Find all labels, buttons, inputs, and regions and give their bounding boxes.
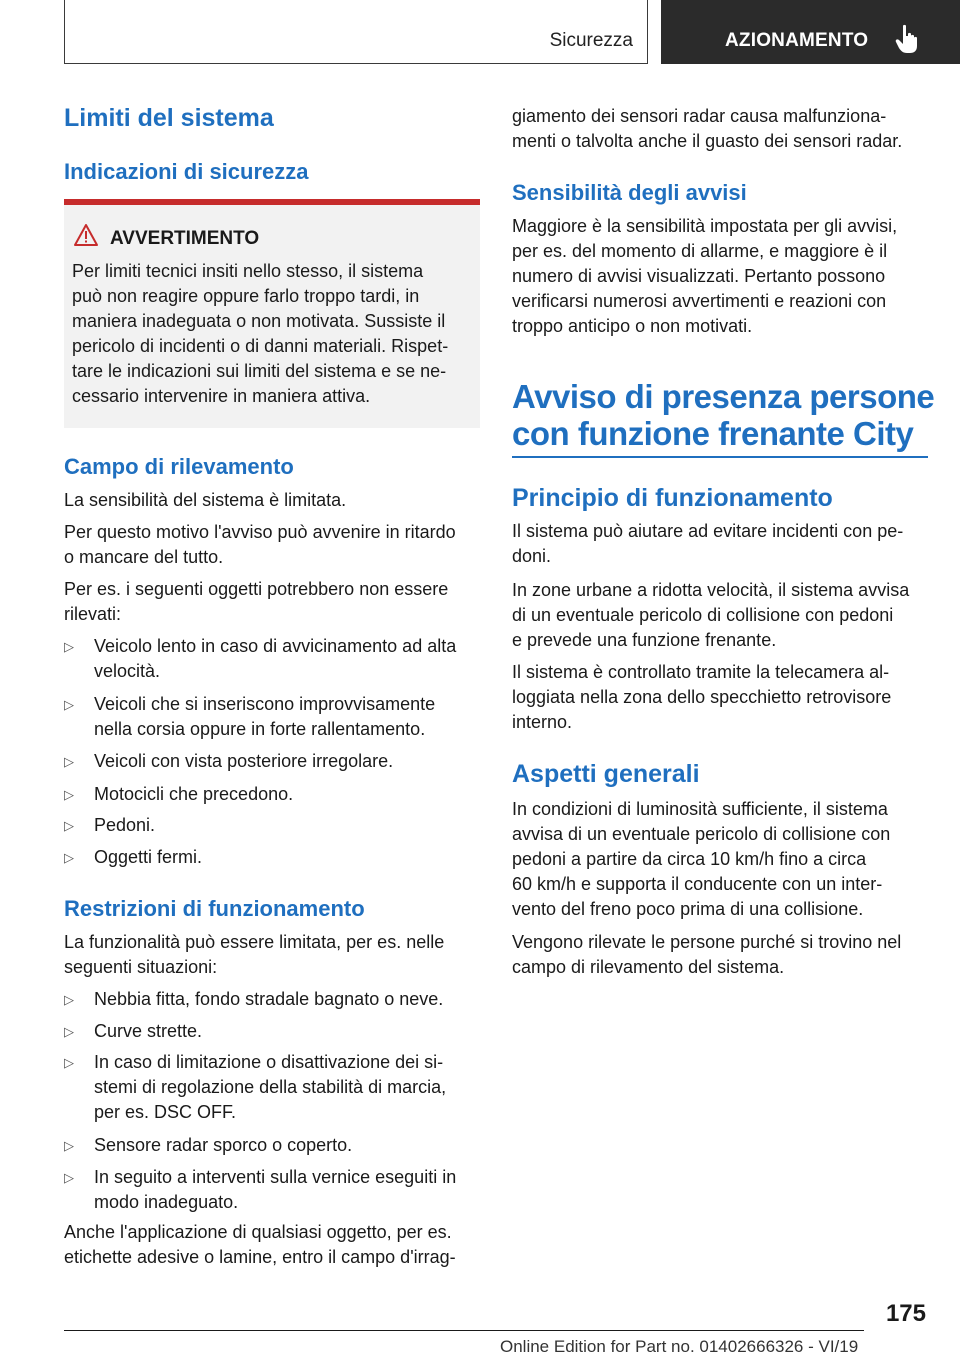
text-line: Veicoli che si inseriscono improvvisamente (94, 694, 436, 714)
text-line: Vengono rilevate le persone purché si trovino nel (512, 932, 902, 952)
text-line: Per questo motivo l'avviso può avvenire in ritardo (64, 522, 456, 542)
city-title (512, 378, 934, 452)
text-line: In condizioni di luminosità sufficiente, il sistema (512, 799, 888, 819)
text-line: Il sistema può aiutare ad evitare incidenti con pe- (512, 521, 904, 541)
bullet-triangle-icon: ▷ (64, 818, 74, 833)
text-line: seguenti situazioni: (64, 957, 218, 977)
campo-paragraph (64, 577, 448, 627)
principio-heading: Principio di funzionamento (512, 484, 833, 512)
warning-line: Per limiti tecnici insiti nello stesso, il sistema (72, 261, 424, 281)
text-line: Oggetti fermi. (94, 847, 203, 867)
principio-paragraph (512, 578, 909, 653)
warning-title: AVVERTIMENTO (110, 228, 260, 249)
text-line: Veicoli con vista posteriore irregolare. (94, 751, 394, 771)
restrizioni-paragraph (64, 930, 444, 980)
bullet-triangle-icon: ▷ (64, 1055, 74, 1070)
bullet-triangle-icon: ▷ (64, 850, 74, 865)
text-line: doni. (512, 546, 552, 566)
bullet-triangle-icon: ▷ (64, 1138, 74, 1153)
header-chapter-tab (661, 0, 960, 64)
list-item (64, 1133, 484, 1158)
text-line: per es. DSC OFF. (94, 1102, 237, 1122)
text-line: per es. del momento di allarme, e maggiore è il (512, 241, 888, 261)
bullet-triangle-icon: ▷ (64, 1170, 74, 1185)
warning-text (72, 259, 472, 409)
list-item (64, 1050, 484, 1125)
bullet-triangle-icon: ▷ (64, 754, 74, 769)
text-line: Anche l'applicazione di qualsiasi oggetto, per es. (64, 1222, 452, 1242)
list-item (64, 634, 484, 684)
list-item (64, 782, 484, 807)
aspetti-paragraph (512, 797, 890, 922)
warning-line: tare le indicazioni sui limiti del sistema e se ne- (72, 361, 447, 381)
text-line: numero di avvisi visualizzati. Pertanto possono (512, 266, 886, 286)
header-section-label: Sicurezza (549, 30, 633, 51)
text-line: Veicolo lento in caso di avvicinamento ad alta (94, 636, 457, 656)
text-line: Curve strette. (94, 1021, 203, 1041)
bullet-triangle-icon: ▷ (64, 787, 74, 802)
title-underline (512, 456, 928, 458)
text-line: menti o talvolta anche il guasto dei sensori radar. (512, 131, 903, 151)
text-line: Per es. i seguenti oggetti potrebbero non essere (64, 579, 449, 599)
text-line: verificarsi numerosi avvertimenti e reazioni con (512, 291, 887, 311)
title-line: Avviso di presenza persone (512, 378, 935, 415)
warning-line: maniera inadeguata o non motivata. Sussiste il (72, 311, 446, 331)
continued-paragraph (512, 104, 902, 154)
text-line: Il sistema è controllato tramite la telecamera al- (512, 662, 890, 682)
restrizioni-paragraph (64, 1220, 456, 1270)
list-item (64, 987, 484, 1012)
text-line: In zone urbane a ridotta velocità, il sistema avvisa (512, 580, 910, 600)
campo-heading: Campo di rilevamento (64, 454, 294, 479)
text-line: Sensore radar sporco o coperto. (94, 1135, 353, 1155)
text-line: Pedoni. (94, 815, 156, 835)
list-item (64, 1165, 484, 1215)
bullet-triangle-icon: ▷ (64, 992, 74, 1007)
aspetti-heading: Aspetti generali (512, 760, 700, 788)
warning-line: pericolo di incidenti o di danni materiali. Rispet- (72, 336, 449, 356)
text-line: La funzionalità può essere limitata, per es. nelle (64, 932, 445, 952)
principio-paragraph (512, 660, 891, 735)
text-line: giamento dei sensori radar causa malfunziona- (512, 106, 887, 126)
footer-edition: Online Edition for Part no. 01402666326 - VI/19 (500, 1337, 859, 1356)
list-item (64, 845, 484, 870)
sensibilita-heading: Sensibilità degli avvisi (512, 180, 747, 205)
page-number: 175 (885, 1300, 926, 1327)
section-title: Limiti del sistema (64, 104, 274, 132)
text-line: nella corsia oppure in forte rallentamento. (94, 719, 426, 739)
sensibilita-paragraph (512, 214, 897, 339)
text-line: stemi di regolazione della stabilità di marcia, (94, 1077, 447, 1097)
bullet-triangle-icon: ▷ (64, 697, 74, 712)
text-line: modo inadeguato. (94, 1192, 239, 1212)
principio-paragraph (512, 519, 903, 569)
text-line: etichette adesive o lamine, entro il campo d'irrag- (64, 1247, 456, 1267)
list-item (64, 1019, 484, 1044)
warning-line: cessario intervenire in maniera attiva. (72, 386, 371, 406)
campo-paragraph (64, 520, 456, 570)
text-line: campo di rilevamento del sistema. (512, 957, 785, 977)
aspetti-paragraph (512, 930, 901, 980)
text-line: rilevati: (64, 604, 122, 624)
text-line: interno. (512, 712, 573, 732)
text-line: Motocicli che precedono. (94, 784, 294, 804)
header-chapter-label: AZIONAMENTO (725, 30, 869, 51)
text-line: pedoni a partire da circa 10 km/h fino a circa (512, 849, 867, 869)
text-line: vento del freno poco prima di una collisione. (512, 899, 864, 919)
list-item (64, 813, 484, 838)
list-item (64, 749, 484, 774)
text-line: loggiata nella zona dello specchietto retrovisore (512, 687, 892, 707)
text-line: velocità. (94, 661, 161, 681)
bullet-triangle-icon: ▷ (64, 639, 74, 654)
warning-line: può non reagire oppure farlo troppo tardi, in (72, 286, 420, 306)
text-line: Nebbia fitta, fondo stradale bagnato o neve. (94, 989, 444, 1009)
pointing-hand-icon (895, 24, 921, 54)
list-item (64, 692, 484, 742)
campo-paragraph: La sensibilità del sistema è limitata. (64, 490, 347, 510)
text-line: In caso di limitazione o disattivazione dei si- (94, 1052, 444, 1072)
text-line: o mancare del tutto. (64, 547, 224, 567)
text-line: In seguito a interventi sulla vernice eseguiti in (94, 1167, 457, 1187)
title-line: con funzione frenante City (512, 415, 914, 452)
warning-box (64, 205, 480, 428)
footer-rule (64, 1330, 864, 1331)
header-section-box (64, 0, 648, 64)
text-line: 60 km/h e supporta il conducente con un inter- (512, 874, 883, 894)
bullet-triangle-icon: ▷ (64, 1024, 74, 1039)
restrizioni-heading: Restrizioni di funzionamento (64, 896, 365, 921)
text-line: Maggiore è la sensibilità impostata per gli avvisi, (512, 216, 898, 236)
safety-subtitle: Indicazioni di sicurezza (64, 159, 309, 184)
text-line: e prevede una funzione frenante. (512, 630, 777, 650)
warning-triangle-icon (73, 223, 99, 247)
text-line: avvisa di un eventuale pericolo di collisione con (512, 824, 891, 844)
text-line: di un eventuale pericolo di collisione con pedoni (512, 605, 894, 625)
text-line: troppo anticipo o non motivati. (512, 316, 753, 336)
